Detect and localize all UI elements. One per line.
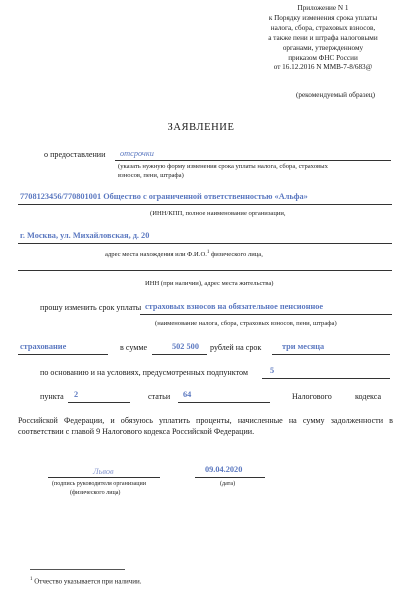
- article-value: 64: [183, 390, 192, 399]
- provision-label: о предоставлении: [44, 150, 106, 159]
- document-title: ЗАЯВЛЕНИЕ: [167, 122, 235, 133]
- date-value: 09.04.2020: [205, 465, 243, 474]
- request-underline: [140, 314, 392, 315]
- org-hint: (ИНН/КПП, полное наименование организации,: [150, 210, 286, 217]
- provision-hint: (указать нужную форму изменения срока уплаты налога, сбора, страховых: [118, 163, 328, 170]
- address-underline: [18, 243, 392, 244]
- code-label-2: кодекса: [355, 392, 382, 401]
- appendix-line: от 16.12.2016 N ММВ-7-8/683@: [273, 63, 373, 72]
- obligation-paragraph: Российской Федерации, и обязуюсь уплатить проценты, начисленные на сумму задолженности в соответствии с главой 9 Налогового кодекса Российской Федерации.: [18, 416, 393, 436]
- request-value-continued: страхование: [20, 342, 67, 351]
- point-value: 2: [74, 390, 79, 399]
- request-label: прошу изменить срок уплаты: [40, 303, 142, 312]
- point-label: пункта: [40, 392, 64, 401]
- appendix-line: приказом ФНС России: [288, 53, 358, 62]
- signature-hint-2: (физического лица): [70, 490, 121, 496]
- subpoint-underline: [262, 378, 390, 379]
- address-hint: адрес места нахождения или Ф.И.О.$^1$ физического лица,: [105, 250, 263, 259]
- request-value: страховых взносов на обязательное пенсионное: [145, 302, 324, 311]
- request-hint: (наименование налога, сбора, страховых взносов, пени, штрафа): [155, 320, 337, 327]
- provision-value: отсрочки: [120, 149, 154, 158]
- sum-value: 502 500: [172, 342, 199, 351]
- sample-note: (рекомендуемый образец): [296, 91, 376, 99]
- term-value: три месяца: [282, 342, 325, 351]
- provision-underline: [115, 160, 391, 161]
- request-continued-underline: [18, 354, 108, 355]
- article-label: статьи: [148, 392, 171, 401]
- appendix-line: а также пени и штрафа налоговыми: [268, 33, 378, 42]
- appendix-line: Приложение N 1: [297, 4, 349, 12]
- signature-value: Львов: [93, 467, 114, 476]
- sum-underline: [152, 354, 207, 355]
- inn-hint: ИНН (при наличии), адрес места жительства): [145, 280, 274, 287]
- subpoint-value: 5: [270, 366, 275, 375]
- article-underline: [178, 402, 270, 403]
- signature-underline: [48, 477, 160, 478]
- term-underline: [272, 354, 390, 355]
- org-underline: [18, 204, 392, 205]
- signature-hint: (подпись руководителя организации: [52, 481, 147, 487]
- appendix-line: к Порядку изменения срока уплаты: [268, 13, 378, 22]
- appendix-line: органами, утвержденному: [282, 43, 364, 52]
- provision-hint-2: взносов, пени, штрафа): [118, 172, 184, 179]
- appendix-header: [248, 4, 398, 73]
- footnote-rule: [30, 569, 125, 570]
- blank-underline: [18, 270, 392, 271]
- point-underline: [68, 402, 130, 403]
- org-value: 7708123456/770801001 Общество с ограниченной ответственностью «Альфа»: [20, 192, 308, 201]
- code-label: Налогового: [292, 392, 332, 401]
- address-value: г. Москва, ул. Михайловская, д. 20: [20, 231, 150, 240]
- sum-label: в сумме: [120, 343, 148, 352]
- footnote: $^1$ Отчество указывается при наличии.: [30, 577, 142, 586]
- date-underline: [195, 477, 265, 478]
- appendix-line: налога, сбора, страховых взносов,: [270, 23, 376, 32]
- term-label: рублей на срок: [210, 343, 262, 352]
- basis-label: по основанию и на условиях, предусмотренных подпунктом: [40, 368, 249, 377]
- date-hint: (дата): [220, 481, 236, 487]
